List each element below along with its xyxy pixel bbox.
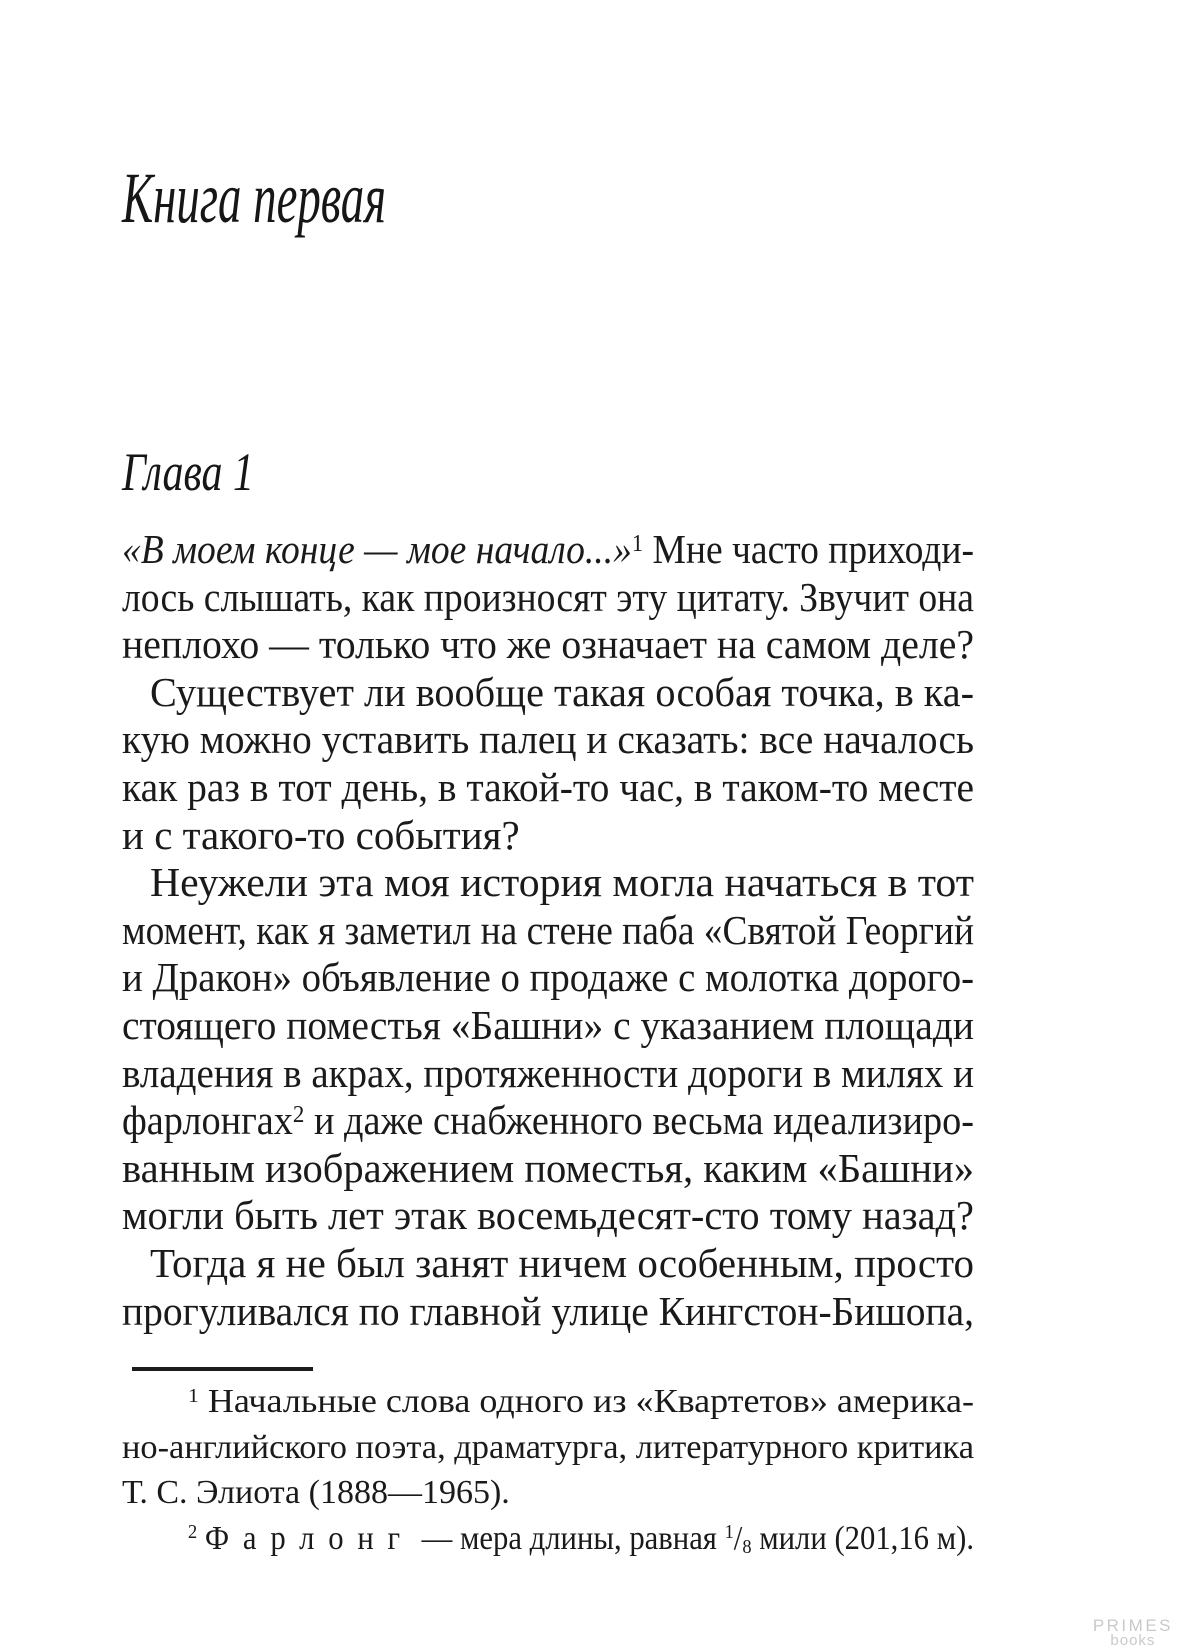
text-line bbox=[122, 1145, 974, 1193]
text-line bbox=[122, 1097, 974, 1145]
line-text: Тогда я не был занят ничем особенным, просто bbox=[150, 1239, 974, 1286]
text-line bbox=[122, 859, 974, 907]
chapter-heading-text: Глава 1 bbox=[122, 442, 254, 502]
line-text: и с такого-то события? bbox=[122, 811, 520, 858]
publisher-watermark bbox=[1093, 1616, 1173, 1649]
body-text bbox=[122, 526, 974, 1335]
chapter-heading bbox=[122, 442, 292, 502]
text-line bbox=[122, 1379, 974, 1425]
line-text: лось слышать, как произносят эту цитату. Звучит она bbox=[122, 573, 974, 620]
line-text: прогуливался по главной улице Кингстон-Бишопа, bbox=[122, 1287, 974, 1334]
line-text: момент, как я заметил на стене паба «Святой Георгий bbox=[122, 906, 974, 953]
text-line bbox=[122, 1516, 974, 1562]
footnote-divider bbox=[132, 1367, 313, 1371]
line-text: могли быть лет этак восемьдесят-сто тому назад? bbox=[122, 1192, 974, 1239]
text-line bbox=[122, 1240, 974, 1288]
text-line bbox=[122, 954, 974, 1002]
line-text: $^1$ Начальные слова одного из «Квартетов» америка- bbox=[188, 1383, 974, 1420]
text-line bbox=[122, 1470, 974, 1516]
line-text: но-английского поэта, драматурга, литературного критика bbox=[122, 1428, 974, 1466]
text-line bbox=[122, 669, 974, 717]
line-text: ванным изображением поместья, каким «Башни» bbox=[122, 1144, 974, 1191]
line-text: неплохо — только что же означает на самом деле? bbox=[122, 621, 974, 668]
line-text: как раз в тот день, в такой-то час, в таком-то месте bbox=[122, 763, 974, 810]
line-text: и Дракон» объявление о продаже с молотка дорого- bbox=[122, 954, 974, 1001]
watermark-books-text: books bbox=[1110, 1632, 1156, 1649]
book-part-heading bbox=[122, 158, 528, 238]
line-text: фарлонгах$^2$ и даже снабженного весьма идеализиро- bbox=[122, 1097, 974, 1144]
line-text: стоящего поместья «Башни» с указанием площади bbox=[122, 1001, 974, 1048]
text-line bbox=[122, 1425, 974, 1471]
footnotes bbox=[122, 1379, 974, 1561]
text-line bbox=[122, 1288, 974, 1336]
book-part-heading-text: Книга первая bbox=[122, 158, 386, 238]
text-line bbox=[122, 526, 974, 574]
text-line bbox=[122, 621, 974, 669]
text-line bbox=[122, 907, 974, 955]
line-text: владения в акрах, протяженности дороги в милях и bbox=[122, 1049, 974, 1096]
line-text: «В моем конце — мое начало...»$^1$ Мне часто приходи- bbox=[122, 526, 974, 572]
text-line bbox=[122, 1002, 974, 1050]
text-line bbox=[122, 716, 974, 764]
line-text: Неужели эта моя история могла начаться в тот bbox=[150, 859, 974, 906]
text-line bbox=[122, 1192, 974, 1240]
text-line bbox=[122, 1050, 974, 1098]
line-text: Т. С. Элиота (1888—1965). bbox=[122, 1474, 510, 1511]
text-line bbox=[122, 812, 974, 860]
line-text: Существует ли вообще такая особая точка, в ка- bbox=[150, 668, 974, 715]
watermark-primes-text: PRIMES bbox=[1092, 1616, 1173, 1635]
line-text: $^2$ Фарлонг — мера длины, равная $^1/_8$ мили (201,16 м). bbox=[188, 1519, 974, 1558]
text-line bbox=[122, 764, 974, 812]
line-text: кую можно уставить палец и сказать: все началось bbox=[122, 716, 974, 763]
text-line bbox=[122, 574, 974, 622]
